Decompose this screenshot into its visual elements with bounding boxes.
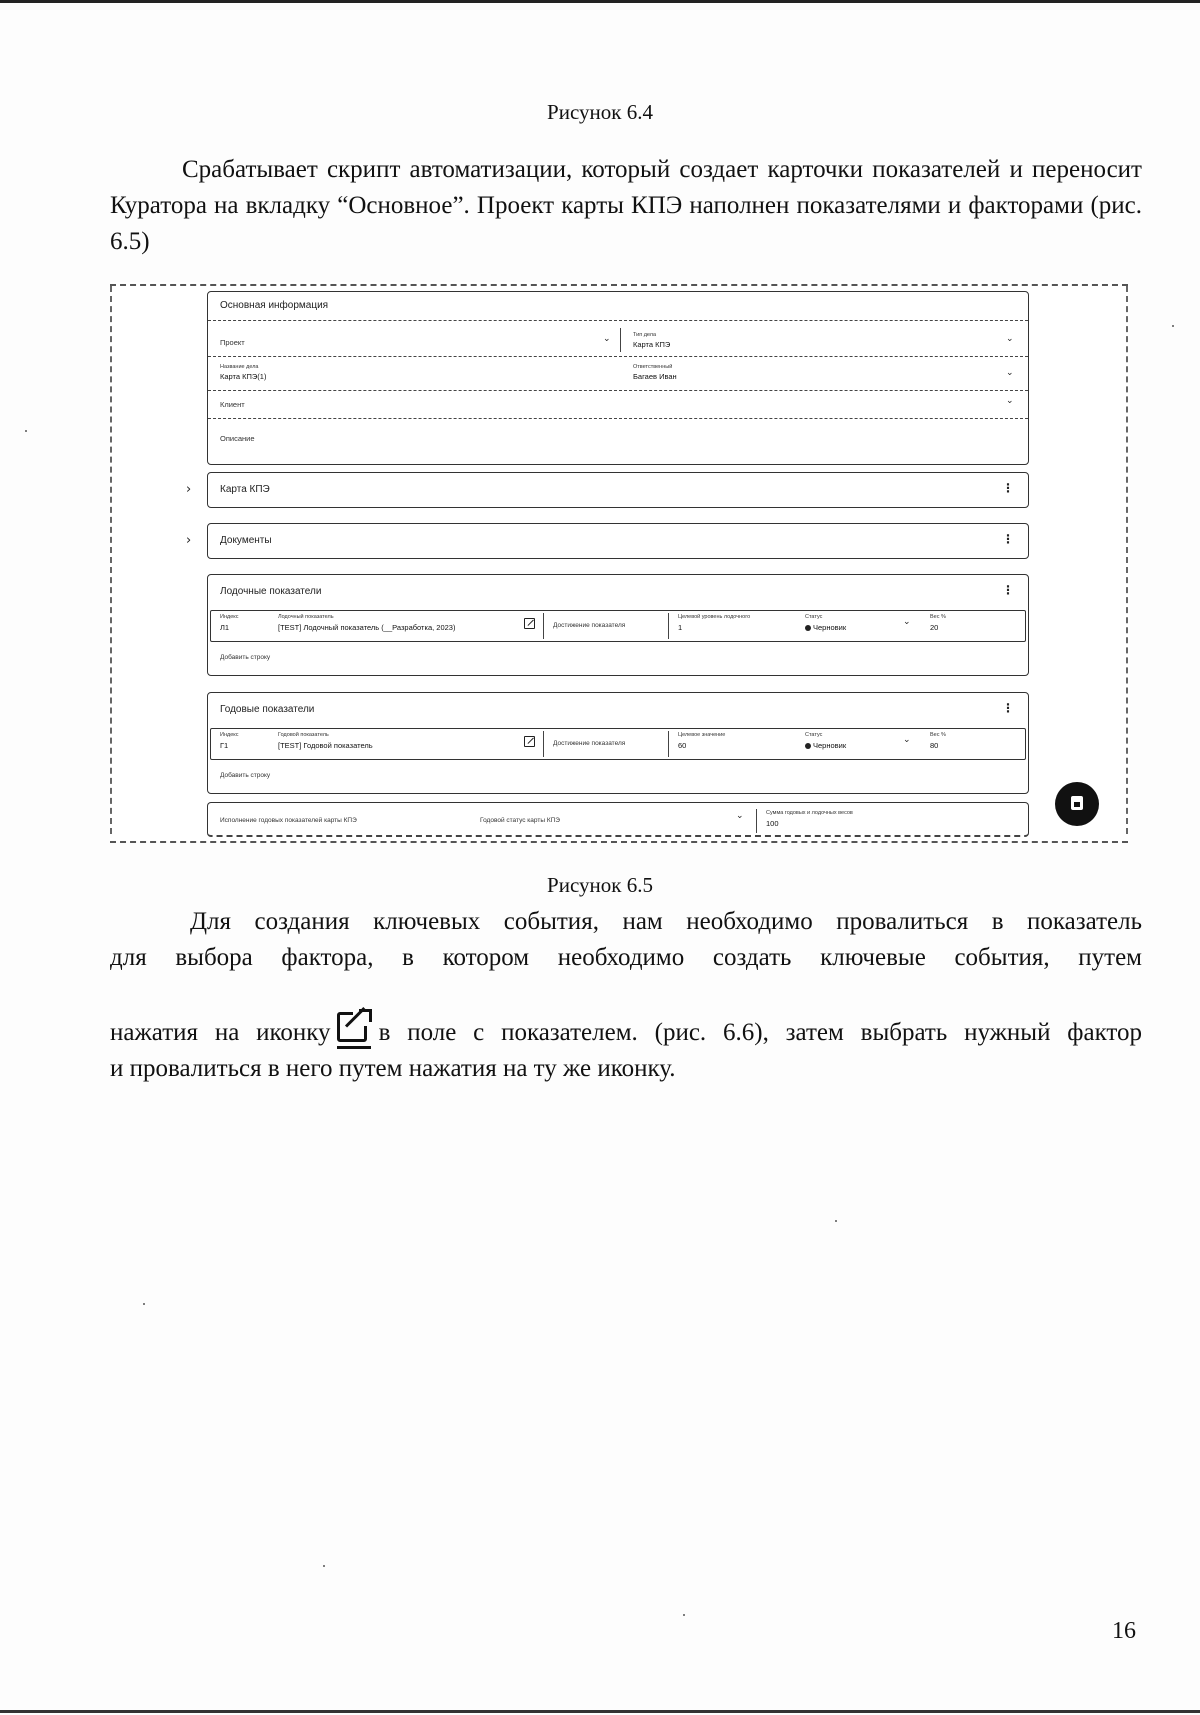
figure-kpi-form-screenshot xyxy=(110,282,1130,842)
para2-line3-b: в поле с показателем. (рис. 6.6), затем выбрать нужный фактор xyxy=(378,1019,1142,1046)
annual-add-row-button[interactable]: Добавить строку xyxy=(220,772,271,779)
boat-index-label: Индекс xyxy=(220,614,239,620)
boat-indicators-title: Лодочные показатели xyxy=(220,586,322,597)
main-info-section xyxy=(207,291,1029,465)
responsible-chevron-icon[interactable]: ⌄ xyxy=(1006,368,1014,378)
kpi-card-menu-icon[interactable]: ⋮ xyxy=(1002,481,1014,495)
boat-indicator-edit-icon[interactable] xyxy=(524,618,535,629)
annual-status-label: Статус xyxy=(805,732,823,738)
kpi-card-expand-icon[interactable]: › xyxy=(186,482,192,497)
scan-speck xyxy=(1172,325,1174,327)
main-info-title: Основная информация xyxy=(220,300,329,311)
scan-speck xyxy=(25,430,27,432)
weights-sum-label: Сумма годовых и лодочных весов xyxy=(766,810,853,816)
save-icon xyxy=(1071,796,1083,810)
figure-caption-6-4: Рисунок 6.4 xyxy=(547,100,653,124)
boat-index-value[interactable]: Л1 xyxy=(220,623,230,632)
deal-name-label: Название дела xyxy=(220,364,259,370)
documents-title: Документы xyxy=(220,535,272,546)
scan-speck xyxy=(683,1614,685,1616)
kpi-card-section[interactable] xyxy=(207,472,1029,508)
boat-indicators-menu-icon[interactable]: ⋮ xyxy=(1002,583,1014,597)
boat-achievement-field[interactable]: Достижение показателя xyxy=(553,622,626,629)
annual-target-value[interactable]: 60 xyxy=(678,741,687,750)
status-dot-icon xyxy=(805,625,811,631)
weights-sum-value[interactable]: 100 xyxy=(766,819,779,828)
figure-left-edge xyxy=(110,286,114,834)
annual-indicators-title: Годовые показатели xyxy=(220,704,315,715)
para2-line1: Для создания ключевых события, нам необходимо провалиться в показатель xyxy=(190,908,1142,935)
para2-line4: и провалиться в него путем нажатия на ту же иконку. xyxy=(110,1055,676,1082)
deal-type-label: Тип дела xyxy=(633,332,657,338)
scan-speck xyxy=(323,1565,325,1567)
scan-speck xyxy=(143,1303,145,1305)
annual-target-label: Целевое значение xyxy=(678,732,726,738)
annual-index-value[interactable]: Г1 xyxy=(220,741,229,750)
figure-right-edge xyxy=(1126,286,1130,834)
annual-weight-label: Вес % xyxy=(930,732,946,738)
annual-status-field[interactable] xyxy=(805,741,846,750)
annual-status-card-field[interactable]: Годовой статус карты КПЭ xyxy=(480,817,560,824)
save-button[interactable] xyxy=(1055,782,1099,826)
annual-indicator-label: Годовой показатель xyxy=(278,732,329,738)
figure-caption-6-5: Рисунок 6.5 xyxy=(547,873,653,897)
responsible-field[interactable]: Багаев Иван xyxy=(633,372,677,381)
annual-indicator-value[interactable]: [TEST] Годовой показатель xyxy=(278,741,373,750)
boat-target-value[interactable]: 1 xyxy=(678,623,683,632)
boat-indicator-value[interactable]: [TEST] Лодочный показатель (__Разработка, 2023) xyxy=(278,623,456,632)
boat-weight-label: Вес % xyxy=(930,614,946,620)
boat-status-label: Статус xyxy=(805,614,823,620)
boat-status-field[interactable] xyxy=(805,623,846,632)
project-dropdown-chevron-icon[interactable]: ⌄ xyxy=(603,334,611,344)
boat-status-chevron-icon[interactable]: ⌄ xyxy=(903,617,911,627)
paragraph-key-events xyxy=(110,904,1142,1087)
documents-menu-icon[interactable]: ⋮ xyxy=(1002,532,1014,546)
annual-indicators-section xyxy=(207,692,1029,794)
page-number: 16 xyxy=(1112,1618,1136,1644)
boat-add-row-button[interactable]: Добавить строку xyxy=(220,654,271,661)
boat-target-label: Целевой уровень лодочного xyxy=(678,614,751,620)
paragraph-automation xyxy=(110,152,1142,260)
para2-line3-a: нажатия на иконку xyxy=(110,1019,331,1046)
boat-status-value: Черновик xyxy=(813,623,847,632)
summary-fields-section xyxy=(207,802,1029,837)
scan-speck xyxy=(835,1220,837,1222)
boat-indicator-label: Лодочный показатель xyxy=(278,614,334,620)
annual-status-chevron-icon[interactable]: ⌄ xyxy=(903,735,911,745)
annual-index-label: Индекс xyxy=(220,732,239,738)
deal-type-chevron-icon[interactable]: ⌄ xyxy=(1006,334,1014,344)
page-top-border xyxy=(0,0,1200,3)
status-dot-icon xyxy=(805,743,811,749)
kpi-card-title: Карта КПЭ xyxy=(220,484,270,495)
edit-external-icon xyxy=(337,1008,373,1044)
boat-indicators-section xyxy=(207,574,1029,676)
deal-name-field[interactable]: Карта КПЭ(1) xyxy=(220,372,267,381)
para2-line2: для выбора фактора, в котором необходимо создать ключевые события, путем xyxy=(110,944,1142,971)
documents-section[interactable] xyxy=(207,523,1029,559)
description-field[interactable]: Описание xyxy=(220,434,255,443)
documents-expand-icon[interactable]: › xyxy=(186,533,192,548)
paragraph-automation-text: Срабатывает скрипт автоматизации, который создает карточки показателей и переносит Куратора на вкладку “Основное”. Проект карты КПЭ наполнен показателями и факторами (рис. 6.5) xyxy=(110,156,1142,255)
client-field[interactable]: Клиент xyxy=(220,400,245,409)
responsible-label: Ответственный xyxy=(633,364,673,370)
annual-indicators-menu-icon[interactable]: ⋮ xyxy=(1002,701,1014,715)
annual-status-card-chevron-icon[interactable]: ⌄ xyxy=(736,811,744,821)
execution-field[interactable]: Исполнение годовых показателей карты КПЭ xyxy=(220,817,357,824)
annual-indicator-edit-icon[interactable] xyxy=(524,736,535,747)
deal-type-field[interactable]: Карта КПЭ xyxy=(633,340,671,349)
annual-achievement-field[interactable]: Достижение показателя xyxy=(553,740,626,747)
boat-weight-value[interactable]: 20 xyxy=(930,623,939,632)
annual-status-value: Черновик xyxy=(813,741,847,750)
project-field[interactable]: Проект xyxy=(220,338,245,347)
page-bottom-border xyxy=(0,1710,1200,1713)
annual-weight-value[interactable]: 80 xyxy=(930,741,939,750)
client-chevron-icon[interactable]: ⌄ xyxy=(1006,396,1014,406)
